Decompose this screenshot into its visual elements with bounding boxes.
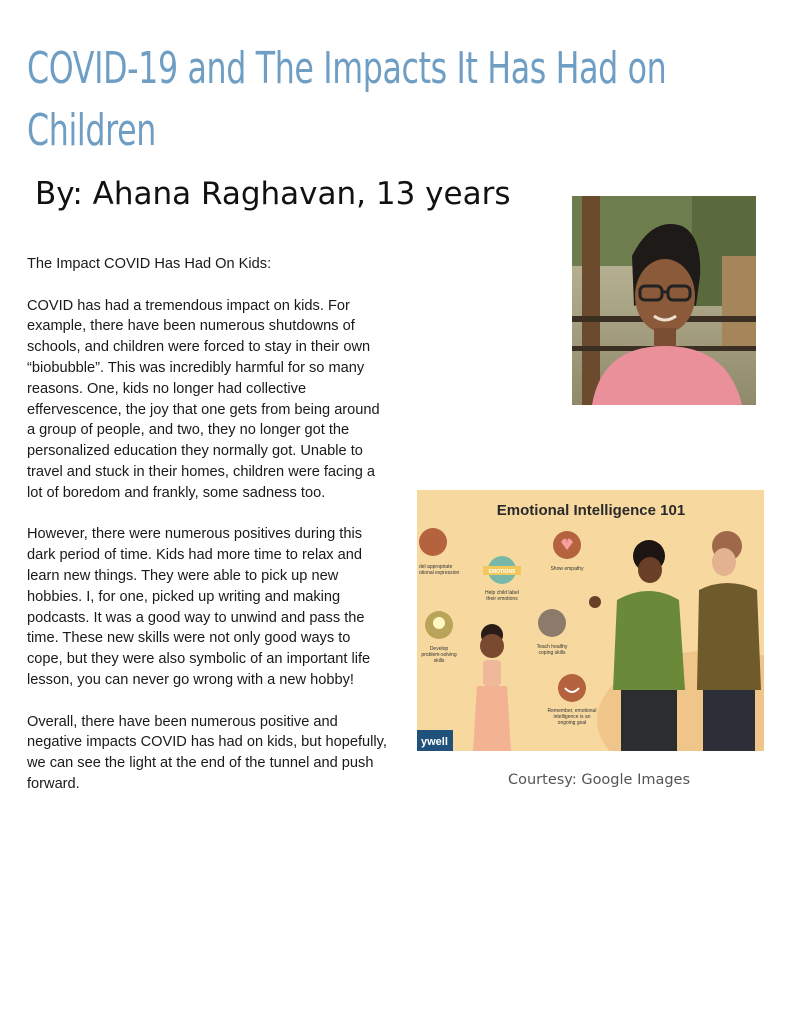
article-body — [27, 254, 387, 816]
label-develop-1: Develop — [429, 646, 449, 652]
label-goal-2: intelligence is an — [553, 714, 591, 720]
label-model-expression-1: del appropriate — [419, 564, 453, 570]
author-photo — [572, 196, 756, 405]
label-develop-2: problem-solving — [421, 652, 457, 658]
label-help-child-1: Help child label — [485, 590, 519, 596]
paragraph-positives: However, there were numerous positives during this dark period of time. Kids had more time to relax and learn new things. They were able to pick up new hobbies. I, for one, picked up writing and making podcasts. It was a good way to unwind and pass the time. These new skills were not only good ways to cope, but they were also symbolic of an important life lesson, you can never go wrong with a new hobby! — [27, 526, 371, 688]
author-byline: By: Ahana Raghavan, 13 years — [35, 176, 511, 212]
label-develop-3: skills — [433, 658, 445, 664]
label-goal-3: ongoing goal — [557, 720, 587, 726]
label-model-expression-2: otional expression — [419, 570, 460, 576]
logo-text: ywell — [421, 736, 448, 748]
paragraph-negatives: COVID has had a tremendous impact on kids. For example, there have been numerous shutdowns of schools, and children were forced to stay in their own “biobubble”. This was incredibly harmful for so many reasons. One, kids no longer had collective effervescence, the joy that one gets from being around a group of people, and two, they no longer got the personalized education they normally got. Unable to travel and stuck in their homes, children were facing a lot of boredom and frankly, some sadness too. — [27, 297, 380, 501]
infographic-heading: Emotional Intelligence 101 — [496, 502, 686, 519]
paragraph-conclusion: Overall, there have been numerous positive and negative impacts COVID has had on kids, but hopefully, we can see the light at the end of the tunnel and push forward. — [27, 713, 387, 792]
emotions-badge: EMOTIONS — [488, 569, 516, 575]
label-show-empathy: Show empathy — [550, 566, 584, 572]
label-coping-2: coping skills — [538, 650, 566, 656]
emotional-intelligence-infographic — [417, 490, 764, 751]
section-heading: The Impact COVID Has Had On Kids: — [27, 256, 272, 272]
article-title: COVID-19 and The Impacts It Has Had on Children — [27, 43, 667, 156]
label-goal-1: Remember, emotional — [547, 708, 597, 714]
image-caption: Courtesy: Google Images — [508, 772, 691, 788]
label-coping-1: Teach healthy — [536, 644, 568, 650]
label-help-child-2: their emotions — [486, 596, 518, 602]
